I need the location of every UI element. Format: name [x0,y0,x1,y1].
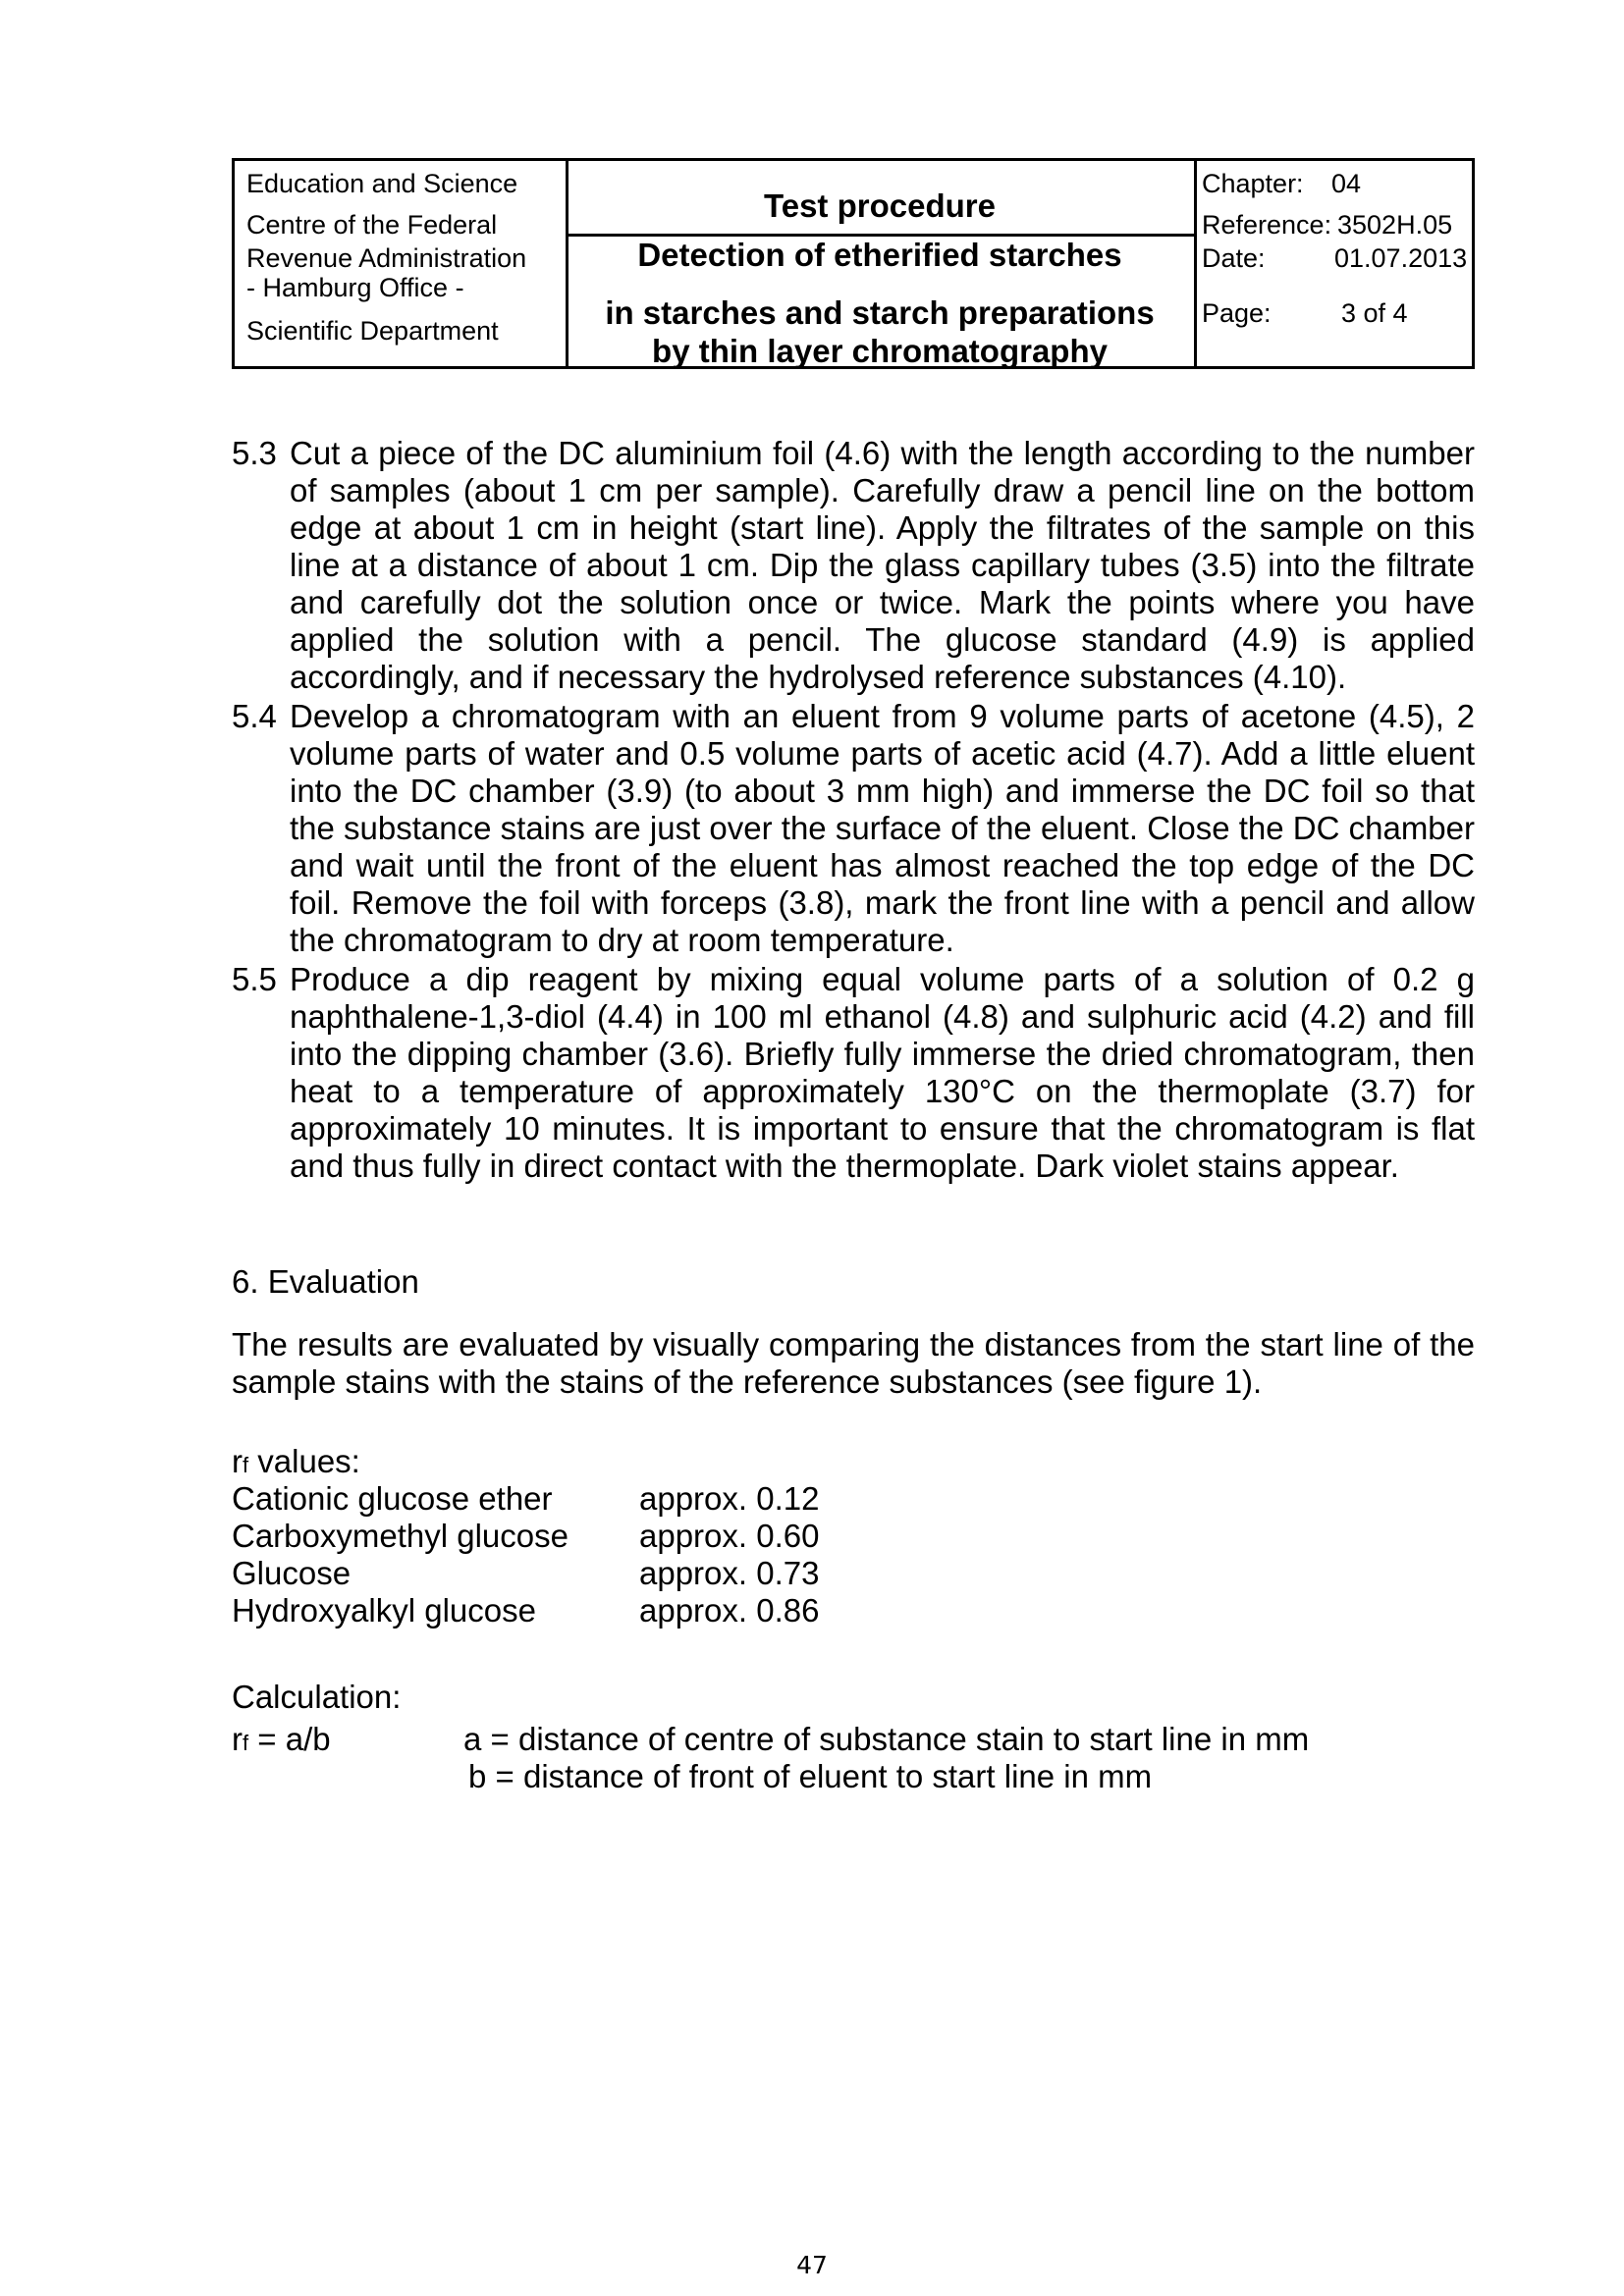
rf-symbol: r [232,1721,243,1757]
rf-value: approx. 0.73 [639,1555,820,1591]
rf-heading [232,1443,360,1484]
rf-value: approx. 0.12 [639,1480,820,1517]
header-institution [235,161,568,366]
definition-a: a = distance of centre of substance stain to start line in mm [463,1721,1310,1757]
institution-line: Education and Science [246,169,518,198]
reference-value: 3502H.05 [1337,210,1453,240]
chapter-label: Chapter: [1202,169,1304,198]
date-value: 01.07.2013 [1334,243,1468,273]
step-number: 5.4 [232,698,277,734]
rf-row [232,1518,820,1555]
step-5-3 [232,435,1475,696]
step-5-4 [232,698,1475,959]
procedure-subtitle: Detection of etherified starches [637,237,1122,273]
header-meta [1194,161,1472,366]
rf-symbol: r [232,1443,243,1479]
institution-line: - Hamburg Office - [246,273,464,302]
institution-line: Revenue Administration [246,243,527,273]
section-heading: 6. Evaluation [232,1263,419,1300]
rf-substance: Glucose [232,1555,352,1591]
page-number: 47 [796,2251,828,2279]
rf-substance: Hydroxyalkyl glucose [232,1592,536,1629]
rf-heading-text: values: [248,1443,360,1479]
rf-subscript: f [243,1453,249,1477]
calculation-heading: Calculation: [232,1679,402,1715]
procedure-title: Test procedure [764,187,996,224]
formula-text: = a/b [248,1721,331,1757]
header-title-block [566,161,1197,369]
evaluation-text: The results are evaluated by visually comparing the distances from the start line of the sample stains with the stains of the reference substances (see figure 1). [232,1326,1475,1400]
rf-formula [232,1721,331,1762]
step-text: Produce a dip reagent by mixing equal volume parts of a solution of 0.2 g naphthalene-1,3-diol (4.4) in 100 ml ethanol (4.8) and sulphuric acid (4.2) and fill into the dipping chamber (3.6). Briefly fully immerse the dried chromatogram, then heat to a temperature of approximately 130°C on the thermoplate (3.7) for approximately 10 minutes. It is important to ensure that the chromatogram is flat and thus fully in direct contact with the thermoplate. Dark violet stains appear. [290,961,1475,1184]
rf-row [232,1480,820,1518]
institution-line: Centre of the Federal [246,210,498,240]
definition-b: b = distance of front of eluent to start line in mm [468,1758,1153,1794]
rf-substance: Carboxymethyl glucose [232,1518,568,1554]
rf-row [232,1555,820,1592]
rf-substance: Cationic glucose ether [232,1480,553,1517]
step-text: Develop a chromatogram with an eluent from 9 volume parts of acetone (4.5), 2 volume parts of water and 0.5 volume parts of acetic acid (4.7). Add a little eluent into the DC chamber (3.9) (to about 3 mm high) and immerse the DC foil so that the substance stains are just over the surface of the eluent. Close the DC chamber and wait until the front of the eluent has almost reached the top edge of the DC foil. Remove the foil with forceps (3.8), mark the front line with a pencil and allow the chromatogram to dry at room temperature. [290,698,1475,958]
step-text: Cut a piece of the DC aluminium foil (4.6) with the length according to the number of samples (about 1 cm per sample). Carefully draw a pencil line on the bottom edge at about 1 cm in height (start line). Apply the filtrates of the sample on this line at a distance of about 1 cm. Dip the glass capillary tubes (3.5) into the filtrate and carefully dot the solution once or twice. Mark the points where you have applied the solution with a pencil. The glucose standard (4.9) is applied accordingly, and if necessary the hydrolysed reference substances (4.10). [290,435,1475,695]
rf-value: approx. 0.86 [639,1592,820,1629]
chapter-value: 04 [1331,169,1362,198]
page-value: 3 of 4 [1341,298,1408,328]
page-label: Page: [1202,298,1272,328]
step-number: 5.3 [232,435,277,471]
rf-value: approx. 0.60 [639,1518,820,1554]
rf-row [232,1592,820,1629]
procedure-subtitle: by thin layer chromatography [652,333,1108,369]
date-label: Date: [1202,243,1266,273]
reference-label: Reference: [1202,210,1332,240]
rf-subscript: f [243,1731,249,1755]
step-5-5 [232,961,1475,1185]
procedure-subtitle: in starches and starch preparations [605,294,1155,331]
document-header [232,158,1475,369]
institution-line: Scientific Department [246,316,499,346]
step-number: 5.5 [232,961,277,997]
